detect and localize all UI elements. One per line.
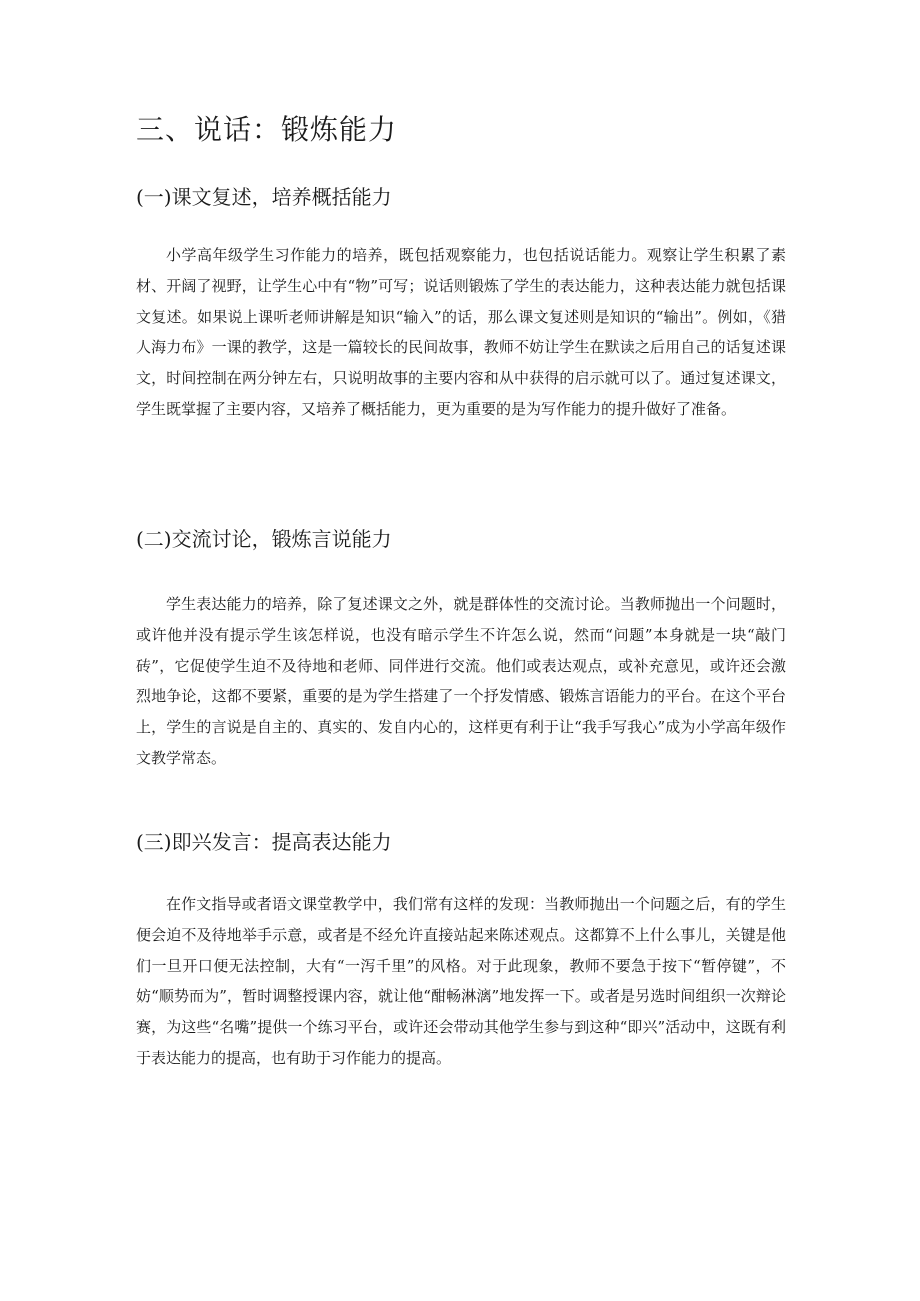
subsection-paragraph-2: 学生表达能力的培养，除了复述课文之外，就是群体性的交流讨论。当教师抛出一个问题时，或许他并没有提示学生该怎样说，也没有暗示学生不许怎么说，然而“问题”本身就是一块“敲门砖”，它促使学生迫不及待地和老师、同伴进行交流。他们或表达观点，或补充意见，或许还会激烈地争论，这都不要紧，重要的是为学生搭建了一个抒发情感、锻炼言语能力的平台。在这个平台上，学生的言说是自主的、真实的、发自内心的，这样更有利于让“我手写我心”成为小学高年级作文教学常态。 xyxy=(136,595,786,767)
subsection-paragraph-3: 在作文指导或者语文课堂教学中，我们常有这样的发现：当教师抛出一个问题之后，有的学生便会迫不及待地举手示意，或者是不经允许直接站起来陈述观点。这都算不上什么事儿，关键是他们一旦开口便无法控制，大有“一泻千里”的风格。对于此现象，教师不要急于按下“暂停键”，不妨“顺势而为”，暂时调整授课内容，就让他“酣畅淋漓”地发挥一下。或者是另选时间组织一次辩论赛，为这些“名嘴”提供一个练习平台，或许还会带动其他学生参与到这种“即兴”活动中，这既有利于表达能力的提高，也有助于习作能力的提高。 xyxy=(136,895,786,1067)
subsection-heading-3: (三)即兴发言：提高表达能力 xyxy=(136,830,392,854)
subsection-heading-1: (一)课文复述，培养概括能力 xyxy=(136,185,392,209)
subsection-heading-2: (二)交流讨论，锻炼言说能力 xyxy=(136,527,392,551)
subsection-paragraph-1: 小学高年级学生习作能力的培养，既包括观察能力，也包括说话能力。观察让学生积累了素材、开阔了视野，让学生心中有“物”可写；说话则锻炼了学生的表达能力，这种表达能力就包括课文复述。如果说上课听老师讲解是知识“输入”的话，那么课文复述则是知识的“输出”。例如，《猎人海力布》一课的教学，这是一篇较长的民间故事，教师不妨让学生在默读之后用自己的话复述课文，时间控制在两分钟左右，只说明故事的主要内容和从中获得的启示就可以了。通过复述课文，学生既掌握了主要内容，又培养了概括能力，更为重要的是为写作能力的提升做好了准备。 xyxy=(136,246,786,418)
section-title: 三、说话：锻炼能力 xyxy=(136,113,398,146)
